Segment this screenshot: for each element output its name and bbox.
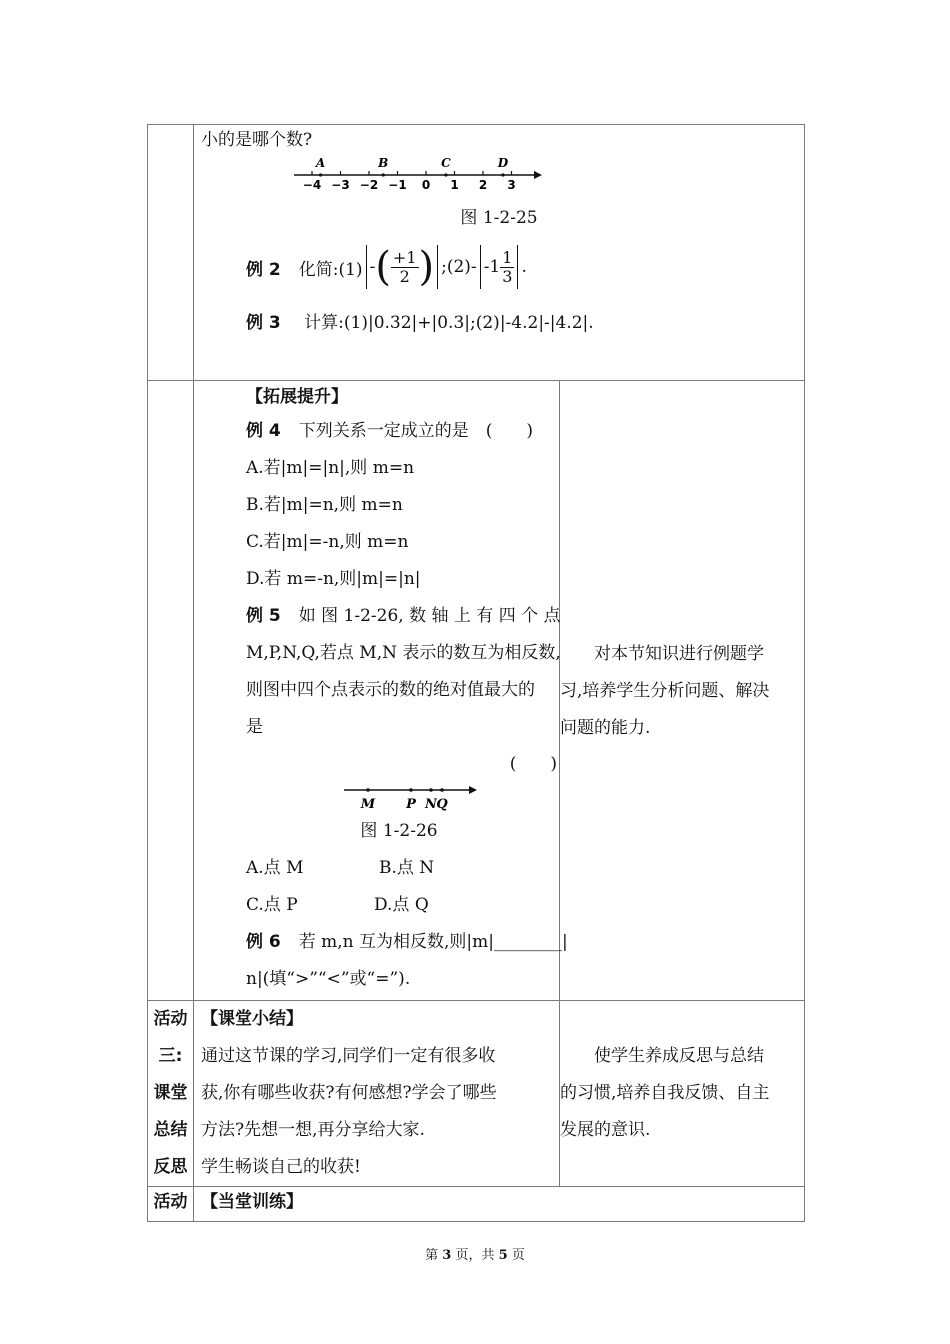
abs-bar	[517, 245, 518, 289]
tick-label: −3	[331, 178, 350, 192]
figure-caption-25: 图 1-2-25	[460, 208, 538, 228]
note-line: 使学生养成反思与总结	[594, 1046, 764, 1066]
extension-cell	[194, 381, 568, 1001]
axis-arrow	[469, 786, 477, 794]
figure-caption-26: 图 1-2-26	[360, 821, 438, 841]
option-b: B.若|m|=n,则 m=n	[246, 495, 403, 515]
example-5-line3: 则图中四个点表示的数的绝对值最大的	[246, 680, 535, 700]
fraction-1: $\frac{+1}{2}$	[392, 247, 417, 286]
example-2-whole: -1	[483, 257, 501, 277]
summary-row	[148, 1001, 805, 1187]
option-a: A.若|m|=|n|,则 m=n	[246, 458, 415, 478]
example-3: 例 3 计算:(1)|0.32|+|0.3|;(2)|-4.2|-|4.2|.	[246, 313, 594, 333]
summary-line: 获,你有哪些收获?有何感想?学会了哪些	[201, 1083, 497, 1103]
training-row	[148, 1187, 805, 1222]
example-2-mid: ;(2)-	[441, 257, 477, 277]
example-5-options-cd: C.点 P D.点 Q	[246, 895, 429, 915]
point-marker	[440, 788, 444, 792]
point-marker	[409, 788, 413, 792]
tick-label: 0	[421, 178, 431, 192]
point-marker	[319, 173, 322, 176]
abs-bar	[480, 245, 481, 289]
page-footer: 第 3 页，共 5 页	[425, 1248, 525, 1263]
point-label: A	[315, 156, 326, 170]
number-line-figure-25	[294, 155, 554, 195]
extension-note-cell	[560, 381, 805, 1001]
summary-cell	[194, 1001, 560, 1187]
example-4: 例 4 下列关系一定成立的是 ( )	[246, 421, 534, 441]
note-line: 习,培养学生分析问题、解决	[560, 681, 770, 701]
point-label: Q	[436, 797, 448, 812]
point-label: N	[425, 797, 437, 812]
axis-arrow	[534, 171, 542, 179]
paren-right: )	[418, 244, 435, 290]
total-pages: 5	[498, 1248, 508, 1263]
training-cell	[194, 1187, 805, 1222]
point-label: D	[497, 156, 509, 170]
tick-label: 3	[507, 178, 516, 192]
point-marker	[382, 173, 385, 176]
summary-heading: 【课堂小结】	[201, 1009, 303, 1029]
example-2: 例 2 化简:(1) - ( $\frac{+1}{2}$ ) ;(2)- -1 $\frac{1}{3}$ .	[246, 244, 527, 290]
note-line: 发展的意识.	[560, 1120, 651, 1140]
point-marker	[444, 173, 447, 176]
point-marker	[429, 788, 433, 792]
number-line-figure-26	[344, 783, 494, 813]
example-5-options-ab: A.点 M B.点 N	[246, 858, 435, 878]
example-6-line1: 例 6 若 m,n 互为相反数,则|m|________|	[246, 932, 568, 952]
example-5-line4: 是	[246, 717, 263, 737]
examples-cell	[194, 125, 805, 381]
paren-left: (	[375, 244, 391, 290]
student-activity: 学生畅谈自己的收获!	[201, 1157, 361, 1177]
question-continuation: 小的是哪个数?	[201, 130, 313, 150]
figure-1-2-25	[194, 155, 804, 199]
extension-row	[148, 381, 805, 1001]
point-label: M	[360, 797, 376, 812]
example-5-line1: 例 5 如 图 1-2-26, 数 轴 上 有 四 个 点	[246, 606, 561, 626]
abs-bar	[437, 245, 438, 289]
example-5-paren: ( )	[509, 754, 557, 774]
point-label: C	[441, 156, 451, 170]
summary-note-cell	[560, 1001, 805, 1187]
note-line: 问题的能力.	[560, 718, 651, 738]
point-label: B	[378, 156, 389, 170]
example-2-label: 例 2	[246, 259, 281, 280]
example-5-line2: M,P,N,Q,若点 M,N 表示的数互为相反数,	[246, 643, 561, 663]
activity-3-label: 活动 三: 课堂 总结 反思	[148, 1001, 194, 1187]
abs-bar	[366, 245, 367, 289]
extension-heading: 【拓展提升】	[246, 387, 348, 407]
fraction-2: $\frac{1}{3}$	[502, 247, 513, 286]
tick-label: −4	[302, 178, 322, 192]
lesson-table	[147, 124, 805, 1222]
example-2-text: 化简:(1)	[298, 259, 363, 280]
tick-label: 1	[450, 178, 459, 192]
training-heading: 【当堂训练】	[201, 1192, 303, 1212]
tick-label: 2	[478, 178, 488, 192]
summary-line: 通过这节课的学习,同学们一定有很多收	[201, 1046, 496, 1066]
summary-line: 方法?先想一想,再分享给大家.	[201, 1120, 425, 1140]
note-line: 的习惯,培养自我反馈、自主	[560, 1083, 770, 1103]
point-label: P	[406, 797, 416, 812]
tick-label: −1	[388, 178, 407, 192]
note-line: 对本节知识进行例题学	[594, 644, 764, 664]
option-d: D.若 m=-n,则|m|=|n|	[246, 569, 421, 589]
example-6-line2: n|(填“>”“<”或“=”).	[246, 969, 411, 989]
point-marker	[501, 173, 504, 176]
examples-row	[148, 125, 805, 381]
point-marker	[366, 788, 370, 792]
side-cell-empty	[148, 125, 194, 381]
figure-1-2-26	[239, 783, 559, 813]
option-c: C.若|m|=-n,则 m=n	[246, 532, 409, 552]
side-cell-empty	[148, 381, 194, 1001]
activity-4-label: 活动	[148, 1187, 194, 1222]
tick-label: −2	[359, 178, 379, 192]
current-page: 3	[442, 1248, 452, 1263]
